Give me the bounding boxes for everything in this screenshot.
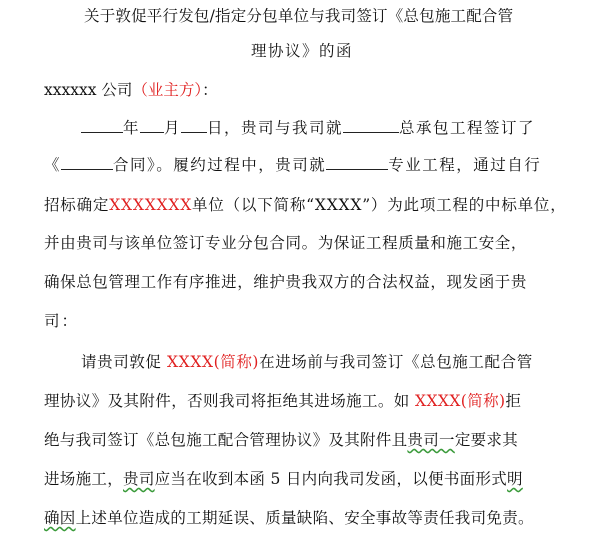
para2-line-3: 绝与我司签订《总包施工配合管理协议》及其附件且贵司一定要求其 (44, 431, 519, 449)
blank-year (81, 118, 123, 133)
blank-specialty (326, 155, 388, 170)
blank-month (140, 118, 164, 133)
para2-line-2: 理协议》及其附件，否则我司将拒绝其进场施工。如 XXXX(简称)拒 (44, 392, 522, 410)
abbrev-placeholder-2: XXXX(简称) (415, 392, 506, 410)
letter-title-line-2: 理协议》的函 (251, 42, 354, 60)
para2-line-1: 请贵司敦促 XXXX(简称)在进场前与我司签订《总包施工配合管 (81, 353, 533, 371)
addressee-company: xxxxxx 公司 (44, 81, 133, 99)
grammar-flag-3: 明 (507, 470, 523, 488)
blank-project (343, 118, 399, 133)
abbrev-placeholder-1: XXXX(简称) (167, 353, 260, 371)
para1-line-4: 并由贵司与该单位签订专业分包合同。为保证工程质量和施工安全， (44, 234, 528, 252)
para1-line-2: 《 合同》。履约过程中，贵司就 专业工程，通过自行 (44, 156, 542, 174)
para1-line-3: 招标确定XXXXXXX单位（以下简称“XXXX”）为此项工程的中标单位， (44, 196, 567, 214)
addressee-line: xxxxxx 公司（业主方）： (44, 81, 218, 99)
grammar-flag-1: 贵司一 (407, 431, 455, 449)
grammar-flag-2: 贵司 (123, 470, 155, 488)
letter-title-line-1: 关于敦促平行发包/指定分包单位与我司签订《总包施工配合管 (84, 7, 514, 25)
para1-line-5: 确保总包管理工作有序推进，维护贵我双方的合法权益，现发函于贵 (44, 273, 528, 291)
para2-line-4: 进场施工，贵司应当在收到本函 5 日内向我司发函，以便书面形式明 (44, 470, 523, 488)
winning-unit-placeholder: XXXXXXX (109, 196, 193, 214)
para1-line-6: 司： (44, 312, 80, 330)
blank-contract (61, 155, 113, 170)
para1-line-1: 年 月 日，贵司与我司就 总承包工程签订了 (81, 118, 535, 138)
grammar-flag-4: 确因 (44, 509, 76, 527)
para2-line-5: 确因上述单位造成的工期延误、质量缺陷、安全事故等责任我司免责。 (44, 509, 534, 527)
addressee-role: （业主方） (132, 81, 203, 99)
blank-day (181, 118, 207, 133)
